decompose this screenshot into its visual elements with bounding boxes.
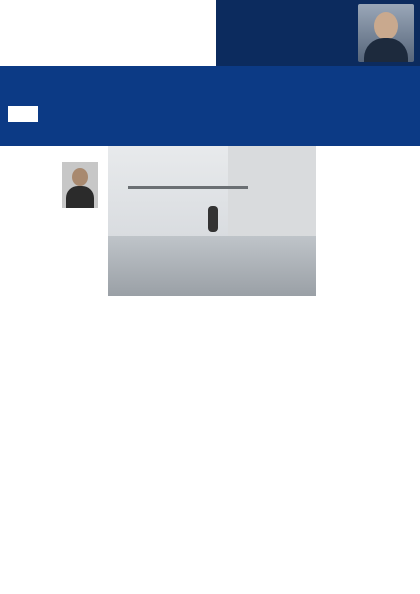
teaser-retrospective[interactable]	[0, 0, 216, 67]
party-logo[interactable]	[8, 106, 38, 122]
contents-index	[320, 146, 420, 364]
lead-photo	[108, 146, 316, 296]
editorial-column	[0, 146, 102, 594]
masthead	[0, 66, 420, 146]
teaser-interview[interactable]	[216, 0, 420, 66]
portrait-photo	[358, 4, 414, 62]
lead-article	[108, 364, 420, 594]
author-photo	[62, 162, 98, 208]
